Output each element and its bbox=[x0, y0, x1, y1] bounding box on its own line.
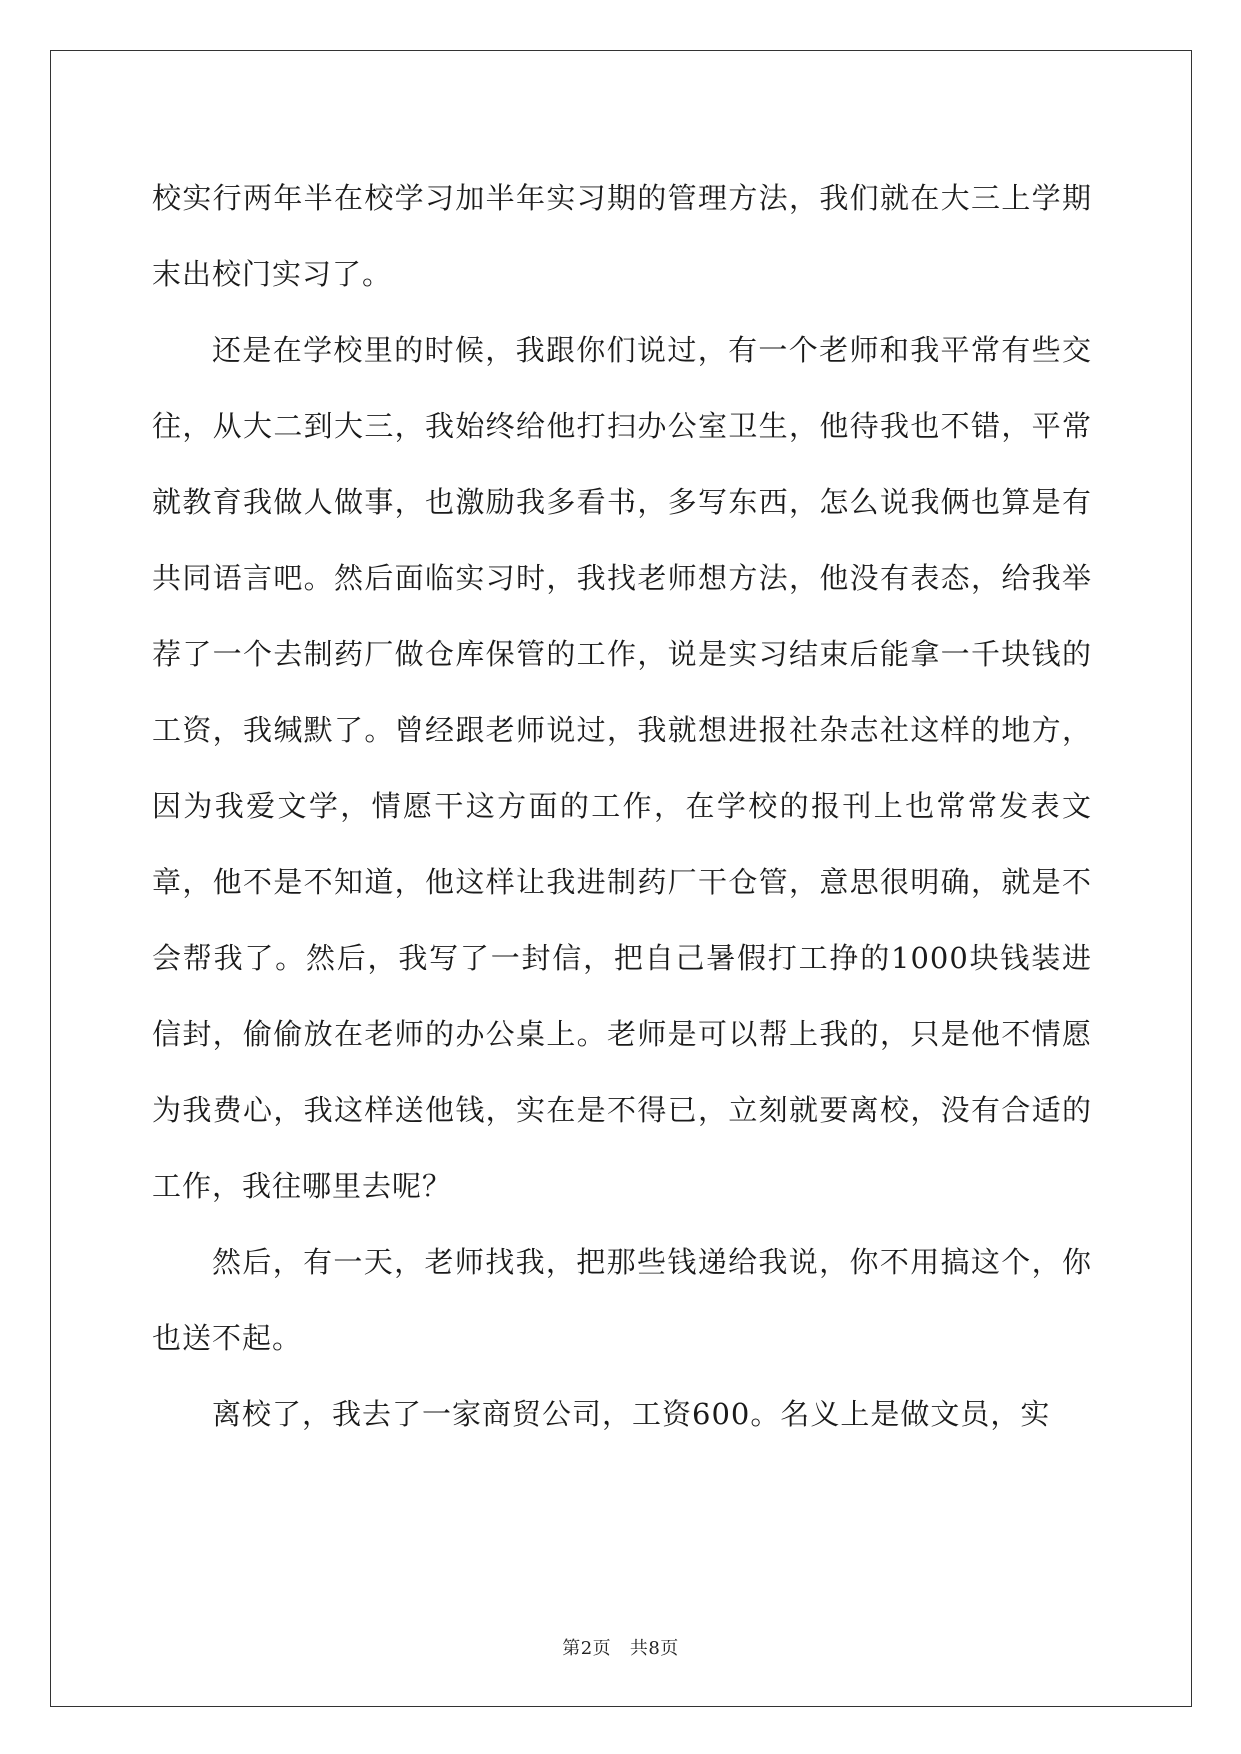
page-footer bbox=[0, 1634, 1241, 1660]
paragraph-leaving-school: 离校了，我去了一家商贸公司，工资600。名义上是做文员，实 bbox=[212, 1397, 1051, 1431]
document-body bbox=[152, 160, 1092, 1452]
paragraph-teacher-returns-money: 然后，有一天，老师找我，把那些钱递给我说，你不用搞这个，你也送不起。 bbox=[152, 1245, 1092, 1355]
page-number: 第2页 bbox=[562, 1638, 612, 1659]
paragraph-continuation: 校实行两年半在校学习加半年实习期的管理方法，我们就在大三上学期末出校门实习了。 bbox=[152, 181, 1092, 291]
paragraph-teacher-story: 还是在学校里的时候，我跟你们说过，有一个老师和我平常有些交往，从大二到大三，我始终给他打扫办公室卫生，他待我也不错，平常就教育我做人做事，也激励我多看书，多写东西，怎么说我俩也算是有共同语言吧。然后面临实习时，我找老师想方法，他没有表态，给我举荐了一个去制药厂做仓库保管的工作，说是实习结束后能拿一千块钱的工资，我缄默了。曾经跟老师说过，我就想进报社杂志社这样的地方，因为我爱文学，情愿干这方面的工作，在学校的报刊上也常常发表文章，他不是不知道，他这样让我进制药厂干仓管，意思很明确，就是不会帮我了。然后，我写了一封信，把自己暑假打工挣的1000块钱装进信封，偷偷放在老师的办公桌上。老师是可以帮上我的，只是他不情愿为我费心，我这样送他钱，实在是不得已，立刻就要离校，没有合适的工作，我往哪里去呢？ bbox=[152, 333, 1092, 1203]
page-total: 共8页 bbox=[629, 1638, 679, 1659]
